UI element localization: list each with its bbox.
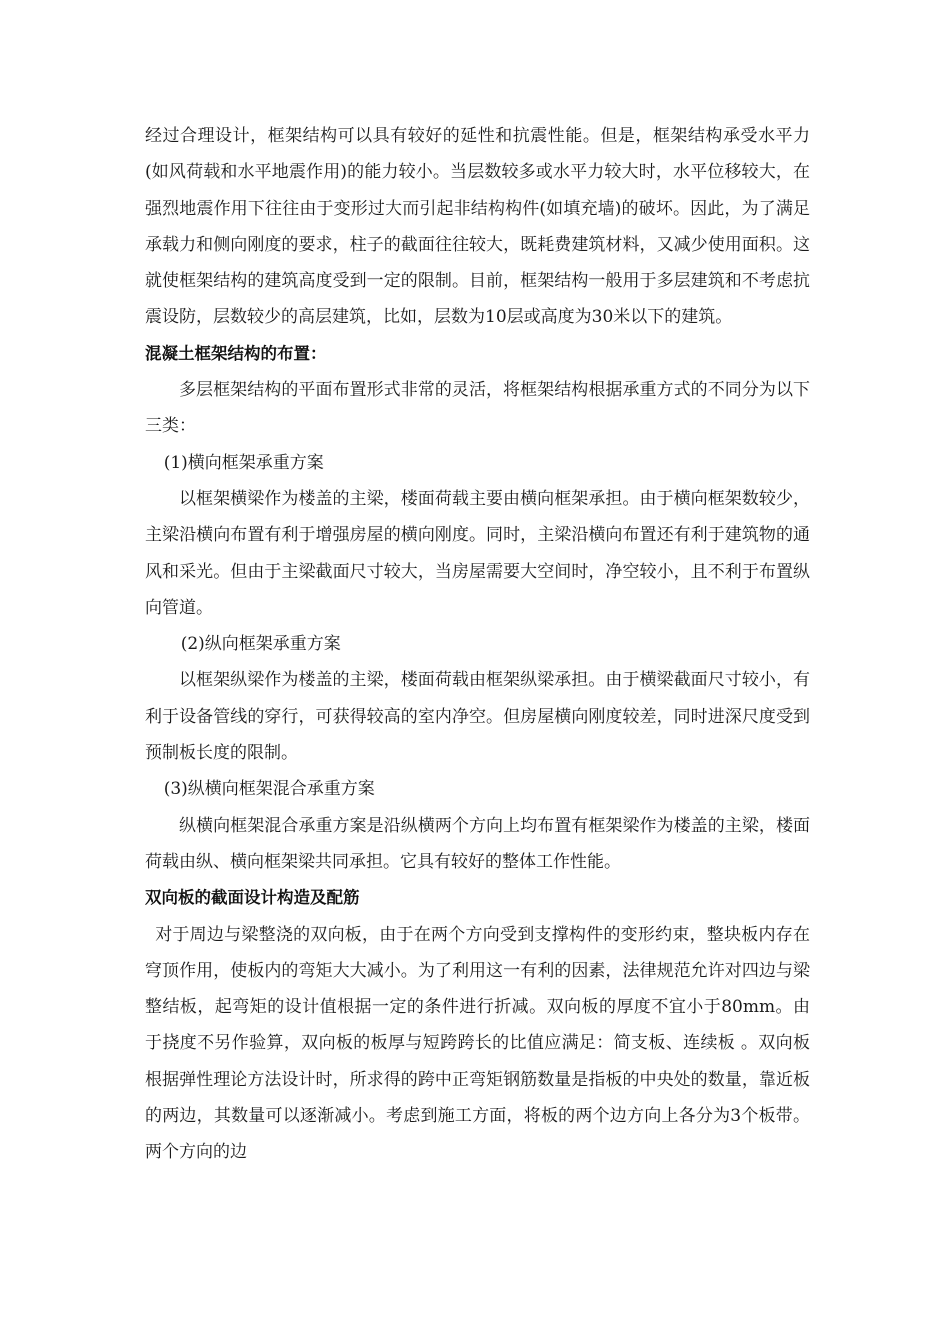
subheading-longitudinal-scheme: (2)纵向框架承重方案 [180, 634, 341, 655]
paragraph-frame-structure-intro: 经过合理设计，框架结构可以具有较好的延性和抗震性能。但是，框架结构承受水平力(如风荷载和水平地震作用)的能力较小。当层数较多或水平力较大时，水平位移较大，在强烈地震作用下往往由于变形过大而引起非结构构件(如填充墙)的破坏。因此，为了满足承载力和侧向刚度的要求，柱子的截面往往较大，既耗费建筑材料，又减少使用面积。这就使框架结构的建筑高度受到一定的限制。目前，框架结构一般用于多层建筑和不考虑抗震设防，层数较少的高层建筑，比如，层数为10层或高度为30米以下的建筑。 [145, 126, 810, 328]
heading-two-way-slab: 双向板的截面设计构造及配筋 [145, 888, 360, 908]
paragraph-longitudinal-scheme: 以框架纵梁作为楼盖的主梁，楼面荷载由框架纵梁承担。由于横梁截面尺寸较小，有利于设备管线的穿行，可获得较高的室内净空。但房屋横向刚度较差，同时进深尺度受到预制板长度的限制。 [145, 670, 810, 764]
paragraph-layout-types: 多层框架结构的平面布置形式非常的灵活，将框架结构根据承重方式的不同分为以下三类： [145, 380, 810, 437]
subheading-mixed-scheme: (3)纵横向框架混合承重方案 [163, 779, 375, 800]
paragraph-mixed-scheme: 纵横向框架混合承重方案是沿纵横两个方向上均布置有框架梁作为楼盖的主梁，楼面荷载由纵、横向框架梁共同承担。它具有较好的整体工作性能。 [145, 815, 810, 872]
paragraph-two-way-slab: 对于周边与梁整浇的双向板，由于在两个方向受到支撑构件的变形约束，整块板内存在穹顶作用，使板内的弯矩大大减小。为了利用这一有利的因素，法律规范允许对四边与梁整结板，起弯矩的设计值根据一定的条件进行折减。双向板的厚度不宜小于80mm。由于挠度不另作验算，双向板的板厚与短跨跨长的比值应满足：简支板、连续板 。双向板根据弹性理论方法设计时，所求得的跨中正弯矩钢筋数量是指板的中央处的数量，靠近板的两边，其数量可以逐渐减小。考虑到施工方面，将板的两个边方向上各分为3个板带。两个方向的边 [145, 924, 810, 1163]
heading-frame-layout: 混凝土框架结构的布置： [145, 343, 327, 363]
subheading-transverse-scheme: (1)横向框架承重方案 [163, 452, 324, 473]
document-body [145, 118, 810, 1171]
paragraph-transverse-scheme: 以框架横梁作为楼盖的主梁，楼面荷载主要由横向框架承担。由于横向框架数较少，主梁沿横向布置有利于增强房屋的横向刚度。同时，主梁沿横向布置还有利于建筑物的通风和采光。但由于主梁截面尺寸较大，当房屋需要大空间时，净空较小，且不利于布置纵向管道。 [145, 488, 810, 618]
